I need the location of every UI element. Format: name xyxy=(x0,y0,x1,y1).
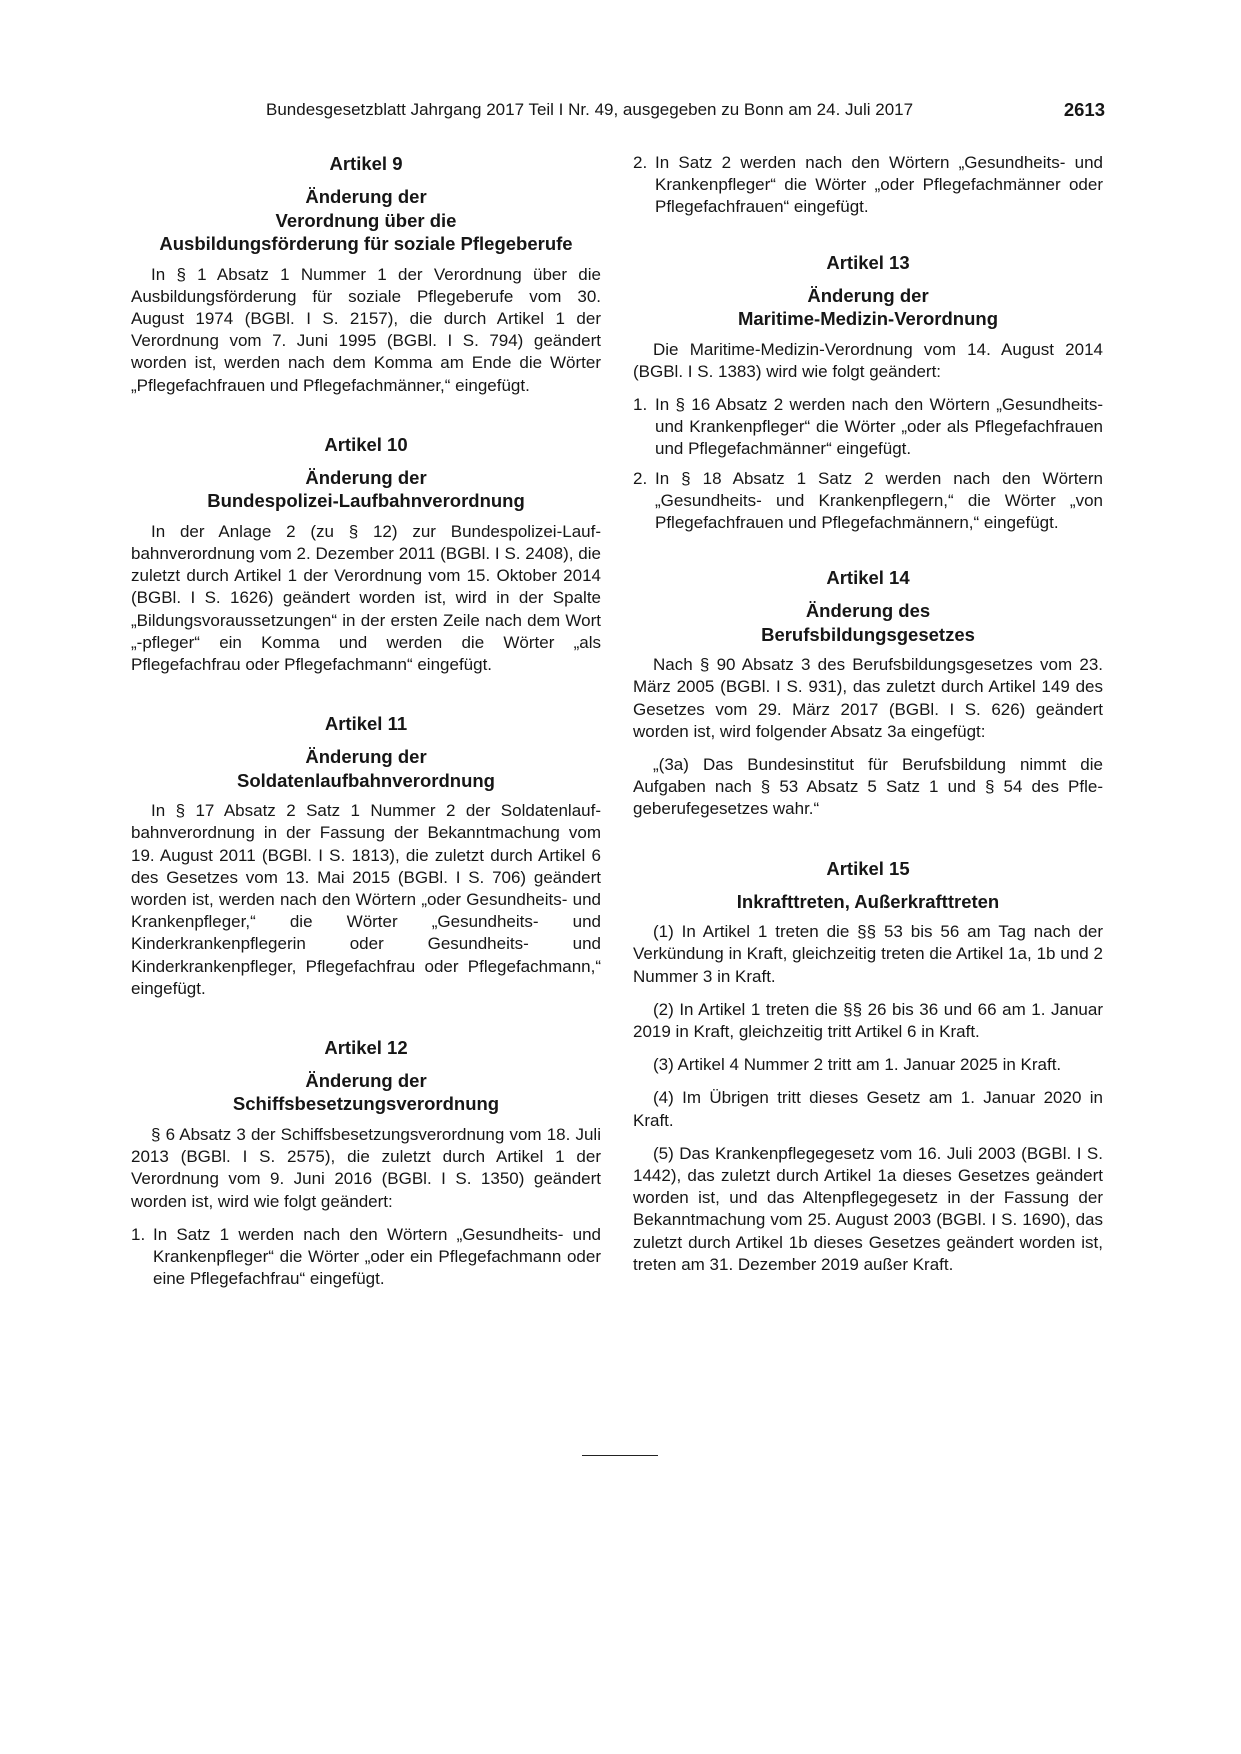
article-paragraph: (2) In Artikel 1 treten die §§ 26 bis 36 und 66 am 1. Januar 2019 in Kraft, gleichzeitig tritt Artikel 6 in Kraft. xyxy=(633,999,1103,1041)
article-paragraph: Die Maritime-Medizin-Verordnung vom 14. August 2014 (BGBl. I S. 1383) wird wie folgt geändert: xyxy=(633,339,1103,381)
article-paragraph: „(3a) Das Bundesinstitut für Berufsbildung nimmt die Aufgaben nach § 53 Absatz 5 Satz 1 und § 54 des Pflegeberufegesetzes wahr.“ xyxy=(633,755,1103,819)
article-paragraph: Nach § 90 Absatz 3 des Berufsbildungsgesetzes vom 23. März 2005 (BGBl. I S. 931), das zuletzt durch Artikel 149 des Gesetzes vom 29. März 2017 (BGBl. I S. 626) geändert worden ist, wird folgender Absatz 3a eingefügt: xyxy=(633,655,1103,741)
article-14 xyxy=(633,566,1103,820)
spacer xyxy=(633,541,1103,566)
article-number: Artikel 13 xyxy=(826,251,910,273)
article-title-line: Änderung der xyxy=(807,284,929,306)
page-header xyxy=(131,100,1105,124)
article-12-continued xyxy=(633,152,1103,219)
list-item-number: 2. xyxy=(633,468,648,488)
running-title: Bundesgesetzblatt Jahrgang 2017 Teil I Nr. 49, ausgegeben zu Bonn am 24. Juli 2017 xyxy=(266,100,914,119)
article-number: Artikel 11 xyxy=(324,713,408,735)
article-paragraph: In § 17 Absatz 2 Satz 1 Nummer 2 der Soldatenlaufbahnverordnung in der Fassung der Bekanntmachung vom 19. August 2011 (BGBl. I S. 1813), die zuletzt durch Artikel 6 des Gesetzes vom 13. Mai 2015 (BGBl. I S. 706) geändert worden ist, werden nach den Wörtern „oder Gesundheits- und Krankenpfleger,“ die Wörter „Gesundheits- und Kinderkrankenpflegerin oder Gesundheits- und Kinderkrankenpfleger, Pflegefachfrau oder Pflegefachmann,“ eingefügt. xyxy=(131,801,601,998)
article-paragraph: (1) In Artikel 1 treten die §§ 53 bis 56 am Tag nach der Verkündung in Kraft, gleichzeitig treten die Artikel 1a, 1b und 2 Nummer 3 in Kraft. xyxy=(633,922,1103,986)
article-number: Artikel 15 xyxy=(826,857,910,879)
article-10 xyxy=(131,433,601,676)
left-column xyxy=(131,152,601,1297)
spacer xyxy=(633,832,1103,857)
article-paragraph: (5) Das Krankenpflegegesetz vom 16. Juli 2003 (BGBl. I S. 1442), das zuletzt durch Artikel 1a dieses Gesetzes geändert worden ist, und das Altenpflegegesetz in der Fassung der Bekanntmachung vom 25. August 2003 (BGBl. I S. 1690), das zuletzt durch Artikel 1b dieses Gesetzes geändert worden ist, treten am 31. Dezember 2019 außer Kraft. xyxy=(633,1143,1103,1274)
article-title xyxy=(131,185,601,256)
article-number: Artikel 9 xyxy=(329,153,403,174)
article-11 xyxy=(131,712,601,1000)
article-number: Artikel 12 xyxy=(324,1036,408,1058)
article-title-line: Soldatenlaufbahnverordnung xyxy=(237,769,495,791)
right-column xyxy=(633,152,1103,1287)
article-title xyxy=(633,890,1103,914)
article-13 xyxy=(633,251,1103,535)
article-title-line: Bundespolizei-Laufbahnverordnung xyxy=(207,490,525,512)
list-item xyxy=(633,468,1103,535)
list-item-number: 1. xyxy=(633,395,648,415)
list-item xyxy=(633,394,1103,461)
spacer xyxy=(131,687,601,712)
list-item-text: In § 16 Absatz 2 werden nach den Wörtern „Gesundheits- und Krankenpfleger“ die Wörter „oder als Pflegefachfrauen und Pflegefachmänner“ eingefügt. xyxy=(655,395,1103,459)
article-title-line: Ausbildungsförderung für soziale Pflegeberufe xyxy=(159,233,573,254)
article-title-line: Maritime-Medizin-Verordnung xyxy=(737,308,999,330)
article-number: Artikel 10 xyxy=(324,433,408,455)
article-paragraph: In der Anlage 2 (zu § 12) zur Bundespolizei-Laufbahnverordnung vom 2. Dezember 2011 (BGBl. I S. 2408), die zuletzt durch Artikel 1 der Verordnung vom 15. Oktober 2014 (BGBl. I S. 1626) geändert worden ist, wird in der Spalte „Bildungsvoraussetzungen“ in der ersten Zeile nach dem Wort „-pfleger“ ein Komma und werden die Wörter „als Pflegefachfrau oder Pflegefachmann“ eingefügt. xyxy=(131,521,601,674)
article-title-line: Inkrafttreten, Außerkrafttreten xyxy=(736,890,1000,912)
article-title xyxy=(131,745,601,792)
article-title-line: Änderung des xyxy=(805,600,931,622)
list-item-text: In § 18 Absatz 1 Satz 2 werden nach den Wörtern „Gesundheits- und Krankenpflegern,“ die Wörter „von Pflegefachfrauen und Pflegefachmännern,“ eingefügt. xyxy=(655,468,1103,533)
article-title-line: Änderung der xyxy=(305,746,427,768)
article-15 xyxy=(633,857,1103,1276)
article-title-line: Änderung der xyxy=(305,186,427,207)
spacer xyxy=(131,408,601,433)
list-item xyxy=(633,152,1103,219)
article-number: Artikel 14 xyxy=(826,567,910,589)
article-paragraph: § 6 Absatz 3 der Schiffsbesetzungsverordnung vom 18. Juli 2013 (BGBl. I S. 2575), die zuletzt durch Artikel 1 der Verordnung vom 9. Juni 2016 (BGBl. I S. 1350) geändert worden ist, wird wie folgt geändert: xyxy=(131,1124,601,1211)
article-title-line: Änderung der xyxy=(305,466,427,488)
page-number: 2613 xyxy=(1063,99,1105,120)
article-paragraph: (4) Im Übrigen tritt dieses Gesetz am 1. Januar 2020 in Kraft. xyxy=(633,1088,1103,1130)
article-title xyxy=(131,466,601,513)
list-item-number: 1. xyxy=(131,1224,146,1244)
article-title-line: Verordnung über die xyxy=(275,209,457,231)
article-title xyxy=(633,284,1103,331)
spacer xyxy=(131,1011,601,1036)
article-paragraph: In § 1 Absatz 1 Nummer 1 der Verordnung über die Ausbildungsförderung für soziale Pflegeberufe vom 30. August 1974 (BGBl. I S. 2157), die durch Artikel 1 der Verordnung vom 7. Juni 1995 (BGBl. I S. 794) geändert worden ist, werden nach dem Komma am Ende die Wörter „Pflegefachfrauen und Pflegefachmänner,“ eingefügt. xyxy=(131,264,601,395)
article-title-line: Berufsbildungsgesetzes xyxy=(761,623,975,645)
list-item-text: In Satz 2 werden nach den Wörtern „Gesundheits- und Krankenpfleger“ die Wörter „oder Pflegefachmänner oder Pflegefachfrauen“ eingefügt. xyxy=(655,153,1103,217)
article-title-line: Änderung der xyxy=(305,1069,427,1091)
article-9 xyxy=(131,152,601,397)
spacer xyxy=(633,226,1103,251)
article-title xyxy=(131,1069,601,1116)
article-12 xyxy=(131,1036,601,1290)
article-title xyxy=(633,599,1103,646)
footer-rule xyxy=(582,1455,658,1456)
list-item-number: 2. xyxy=(633,153,648,172)
list-item-text: In Satz 1 werden nach den Wörtern „Gesundheits- und Krankenpfleger“ die Wörter „oder ein Pflegefachmann oder eine Pflegefachfrau“ eingefügt. xyxy=(153,1224,601,1289)
article-paragraph: (3) Artikel 4 Nummer 2 tritt am 1. Januar 2025 in Kraft. xyxy=(653,1055,1062,1075)
article-title-line: Schiffsbesetzungsverordnung xyxy=(232,1093,500,1115)
list-item xyxy=(131,1224,601,1291)
